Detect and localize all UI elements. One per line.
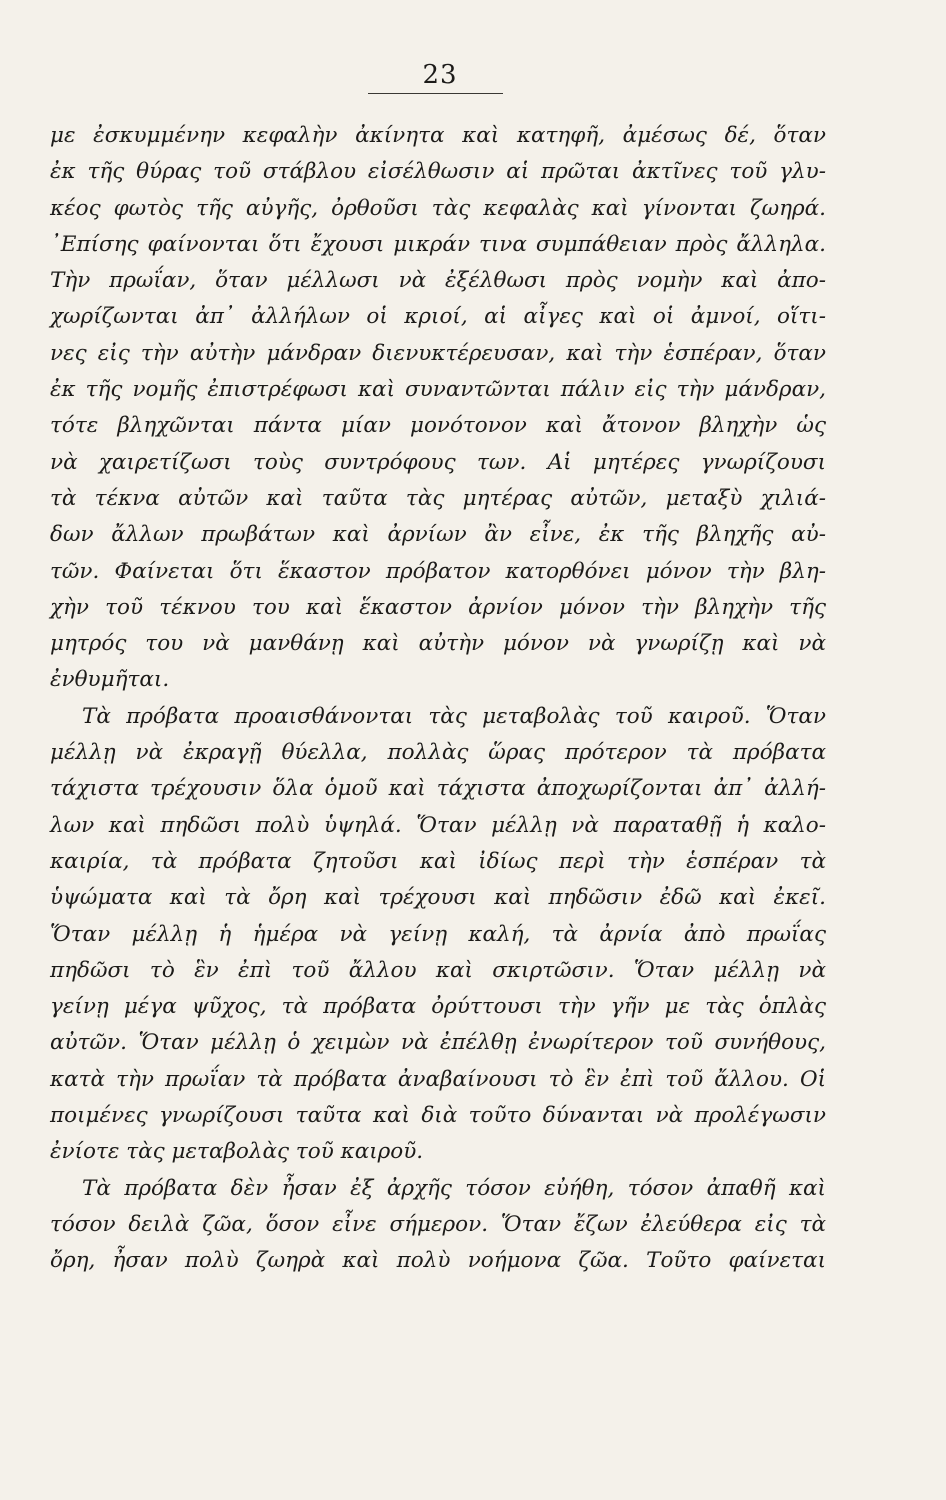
text-line: χὴν τοῦ τέκνου του καὶ ἕκαστον ἀρνίον μόνον τὴν βληχὴν τῆς: [50, 594, 826, 620]
text-line: νὰ χαιρετίζωσι τοὺς συντρόφους των. Αἱ μητέρες γνωρίζουσι: [50, 449, 826, 475]
text-line: νες εἰς τὴν αὐτὴν μάνδραν διενυκτέρευσαν, καὶ τὴν ἑσπέραν, ὅταν: [50, 340, 826, 366]
body-text: [50, 118, 826, 1280]
header-rule: [368, 93, 503, 94]
text-line: αὐτῶν. Ὅταν μέλλῃ ὁ χειμὼν νὰ ἐπέλθῃ ἐνωρίτερον τοῦ συνήθους,: [50, 1030, 826, 1056]
text-line: καιρία, τὰ πρόβατα ζητοῦσι καὶ ἰδίως περὶ τὴν ἑσπέραν τὰ: [50, 848, 826, 874]
text-line: μητρός του νὰ μανθάνῃ καὶ αὐτὴν μόνον νὰ γνωρίζῃ καὶ νὰ: [50, 631, 826, 657]
text-line: Τὴν πρωΐαν, ὅταν μέλλωσι νὰ ἐξέλθωσι πρὸς νομὴν καὶ ἀπο-: [50, 268, 826, 294]
text-line: ἐκ τῆς θύρας τοῦ στάβλου εἰσέλθωσιν αἱ πρῶται ἀκτῖνες τοῦ γλυ-: [50, 159, 826, 185]
text-line: λων καὶ πηδῶσι πολὺ ὑψηλά. Ὅταν μέλλῃ νὰ παραταθῇ ἡ καλο-: [50, 812, 826, 838]
text-line: τῶν. Φαίνεται ὅτι ἕκαστον πρόβατον κατορθόνει μόνον τὴν βλη-: [50, 558, 826, 584]
text-line: ἐνθυμῆται.: [50, 667, 170, 693]
text-line: τόσον δειλὰ ζῶα, ὅσον εἶνε σήμερον. Ὅταν ἔζων ἐλεύθερα εἰς τὰ: [50, 1211, 826, 1237]
text-line: κατὰ τὴν πρωΐαν τὰ πρόβατα ἀναβαίνουσι τὸ ἓν ἐπὶ τοῦ ἄλλου. Οἱ: [50, 1066, 826, 1092]
text-line: πηδῶσι τὸ ἓν ἐπὶ τοῦ ἄλλου καὶ σκιρτῶσιν. Ὅταν μέλλῃ νὰ: [50, 957, 826, 983]
page-number: 23: [422, 60, 458, 90]
text-line: Τὰ πρόβατα προαισθάνονται τὰς μεταβολὰς τοῦ καιροῦ. Ὅταν: [82, 703, 826, 729]
text-line: ποιμένες γνωρίζουσι ταῦτα καὶ διὰ τοῦτο δύνανται νὰ προλέγωσιν: [50, 1103, 826, 1129]
text-line: κέος φωτὸς τῆς αὐγῆς, ὀρθοῦσι τὰς κεφαλὰς καὶ γίνονται ζωηρά.: [50, 195, 826, 221]
text-line: Τὰ πρόβατα δὲν ἦσαν ἐξ ἀρχῆς τόσον εὐήθη, τόσον ἀπαθῆ καὶ: [82, 1175, 826, 1201]
text-line: τάχιστα τρέχουσιν ὅλα ὁμοῦ καὶ τάχιστα ἀποχωρίζονται ἀπ᾿ ἀλλή-: [50, 776, 826, 802]
text-line: ὄρη, ἦσαν πολὺ ζωηρὰ καὶ πολὺ νοήμονα ζῶα. Τοῦτο φαίνεται: [50, 1248, 826, 1274]
text-line: δων ἄλλων πρωβάτων καὶ ἀρνίων ἂν εἶνε, ἐκ τῆς βληχῆς αὐ-: [50, 522, 826, 548]
text-line: Ὅταν μέλλῃ ἡ ἡμέρα νὰ γείνῃ καλή, τὰ ἀρνία ἀπὸ πρωΐας: [50, 921, 826, 947]
text-line: τὰ τέκνα αὐτῶν καὶ ταῦτα τὰς μητέρας αὐτῶν, μεταξὺ χιλιά-: [50, 485, 826, 511]
text-line: γείνῃ μέγα ψῦχος, τὰ πρόβατα ὀρύττουσι τὴν γῆν με τὰς ὁπλὰς: [50, 994, 826, 1020]
text-line: ὑψώματα καὶ τὰ ὄρη καὶ τρέχουσι καὶ πηδῶσιν ἐδῶ καὶ ἐκεῖ.: [50, 885, 826, 911]
text-line: ᾿Επίσης φαίνονται ὅτι ἔχουσι μικράν τινα συμπάθειαν πρὸς ἄλληλα.: [50, 231, 826, 257]
text-line: χωρίζωνται ἀπ᾿ ἀλλήλων οἱ κριοί, αἱ αἶγες καὶ οἱ ἀμνοί, οἵτι-: [50, 304, 826, 330]
text-line: μέλλῃ νὰ ἐκραγῇ θύελλα, πολλὰς ὥρας πρότερον τὰ πρόβατα: [50, 740, 826, 766]
text-line: με ἐσκυμμένην κεφαλὴν ἀκίνητα καὶ κατηφῆ, ἀμέσως δέ, ὅταν: [50, 123, 826, 148]
text-line: ἐκ τῆς νομῆς ἐπιστρέφωσι καὶ συναντῶνται πάλιν εἰς τὴν μάνδραν,: [50, 377, 826, 403]
text-line: ἐνίοτε τὰς μεταβολὰς τοῦ καιροῦ.: [50, 1139, 424, 1165]
text-line: τότε βληχῶνται πάντα μίαν μονότονον καὶ ἄτονον βληχὴν ὡς: [50, 413, 826, 439]
